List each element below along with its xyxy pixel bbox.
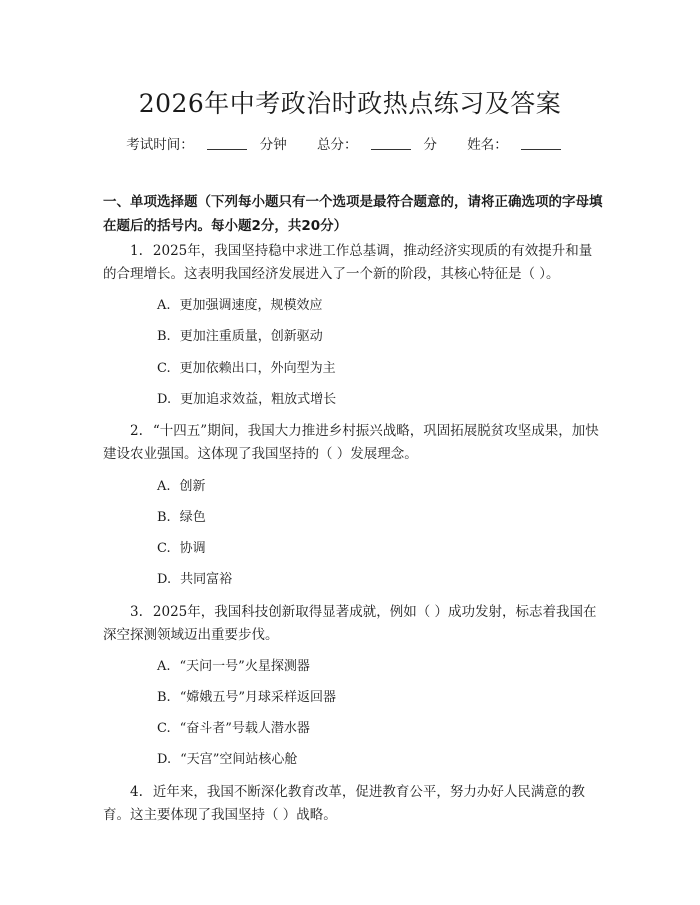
question-text: 2025年，我国坚持稳中求进工作总基调，推动经济实现质的有效提升和量的合理增长。这表明我国经济发展进入了一个新的阶段，其核心特征是（ ）。 (103, 243, 593, 282)
question-3-option-b: B. “嫦娥五号”月球采样返回器 (157, 690, 336, 705)
name-blank (521, 137, 561, 150)
question-2-option-d: D. 共同富裕 (157, 572, 233, 587)
question-4 (103, 781, 603, 827)
total-score: 总分： 分 (317, 137, 437, 153)
question-1-option-b: B. 更加注重质量，创新驱动 (157, 329, 323, 344)
question-number: 4. (130, 784, 143, 800)
question-text: 2025年，我国科技创新取得显著成就，例如（ ）成功发射，标志着我国在深空探测领域迈出重要步伐。 (103, 604, 597, 643)
question-1-option-c: C. 更加依赖出口，外向型为主 (157, 361, 336, 376)
question-2 (103, 420, 603, 466)
section-heading: 一、单项选择题（下列每小题只有一个选项是最符合题意的，请将正确选项的字母填在题后的括号内。每小题2分，共20分） (103, 194, 603, 234)
page-title: 2026年中考政治时政热点练习及答案 (138, 89, 562, 118)
question-number: 2. (130, 423, 143, 439)
question-1-option-d: D. 更加追求效益，粗放式增长 (157, 392, 337, 407)
question-3-option-a: A. “天问一号”火星探测器 (157, 659, 310, 674)
score-blank (371, 137, 411, 150)
time-blank (207, 137, 247, 150)
question-3 (103, 601, 603, 647)
question-1-option-a: A. 更加强调速度，规模效应 (157, 298, 323, 313)
question-number: 3. (130, 604, 143, 620)
question-text: “十四五”期间，我国大力推进乡村振兴战略，巩固拓展脱贫攻坚成果，加快建设农业强国。这体现了我国坚持的（ ）发展理念。 (103, 423, 599, 462)
question-1 (103, 240, 603, 286)
exam-time: 考试时间： 分钟 (126, 137, 287, 153)
question-2-option-b: B. 绿色 (157, 510, 206, 525)
question-3-option-c: C. “奋斗者”号载人潜水器 (157, 721, 310, 736)
exam-meta (0, 133, 700, 153)
question-text: 近年来，我国不断深化教育改革，促进教育公平，努力办好人民满意的教育。这主要体现了我国坚持（ ）战略。 (103, 784, 585, 823)
student-name: 姓名： (467, 133, 574, 153)
question-2-option-a: A. 创新 (157, 479, 206, 494)
question-2-option-c: C. 协调 (157, 541, 206, 556)
question-number: 1. (130, 243, 143, 259)
question-3-option-d: D. “天宫”空间站核心舱 (157, 752, 298, 767)
